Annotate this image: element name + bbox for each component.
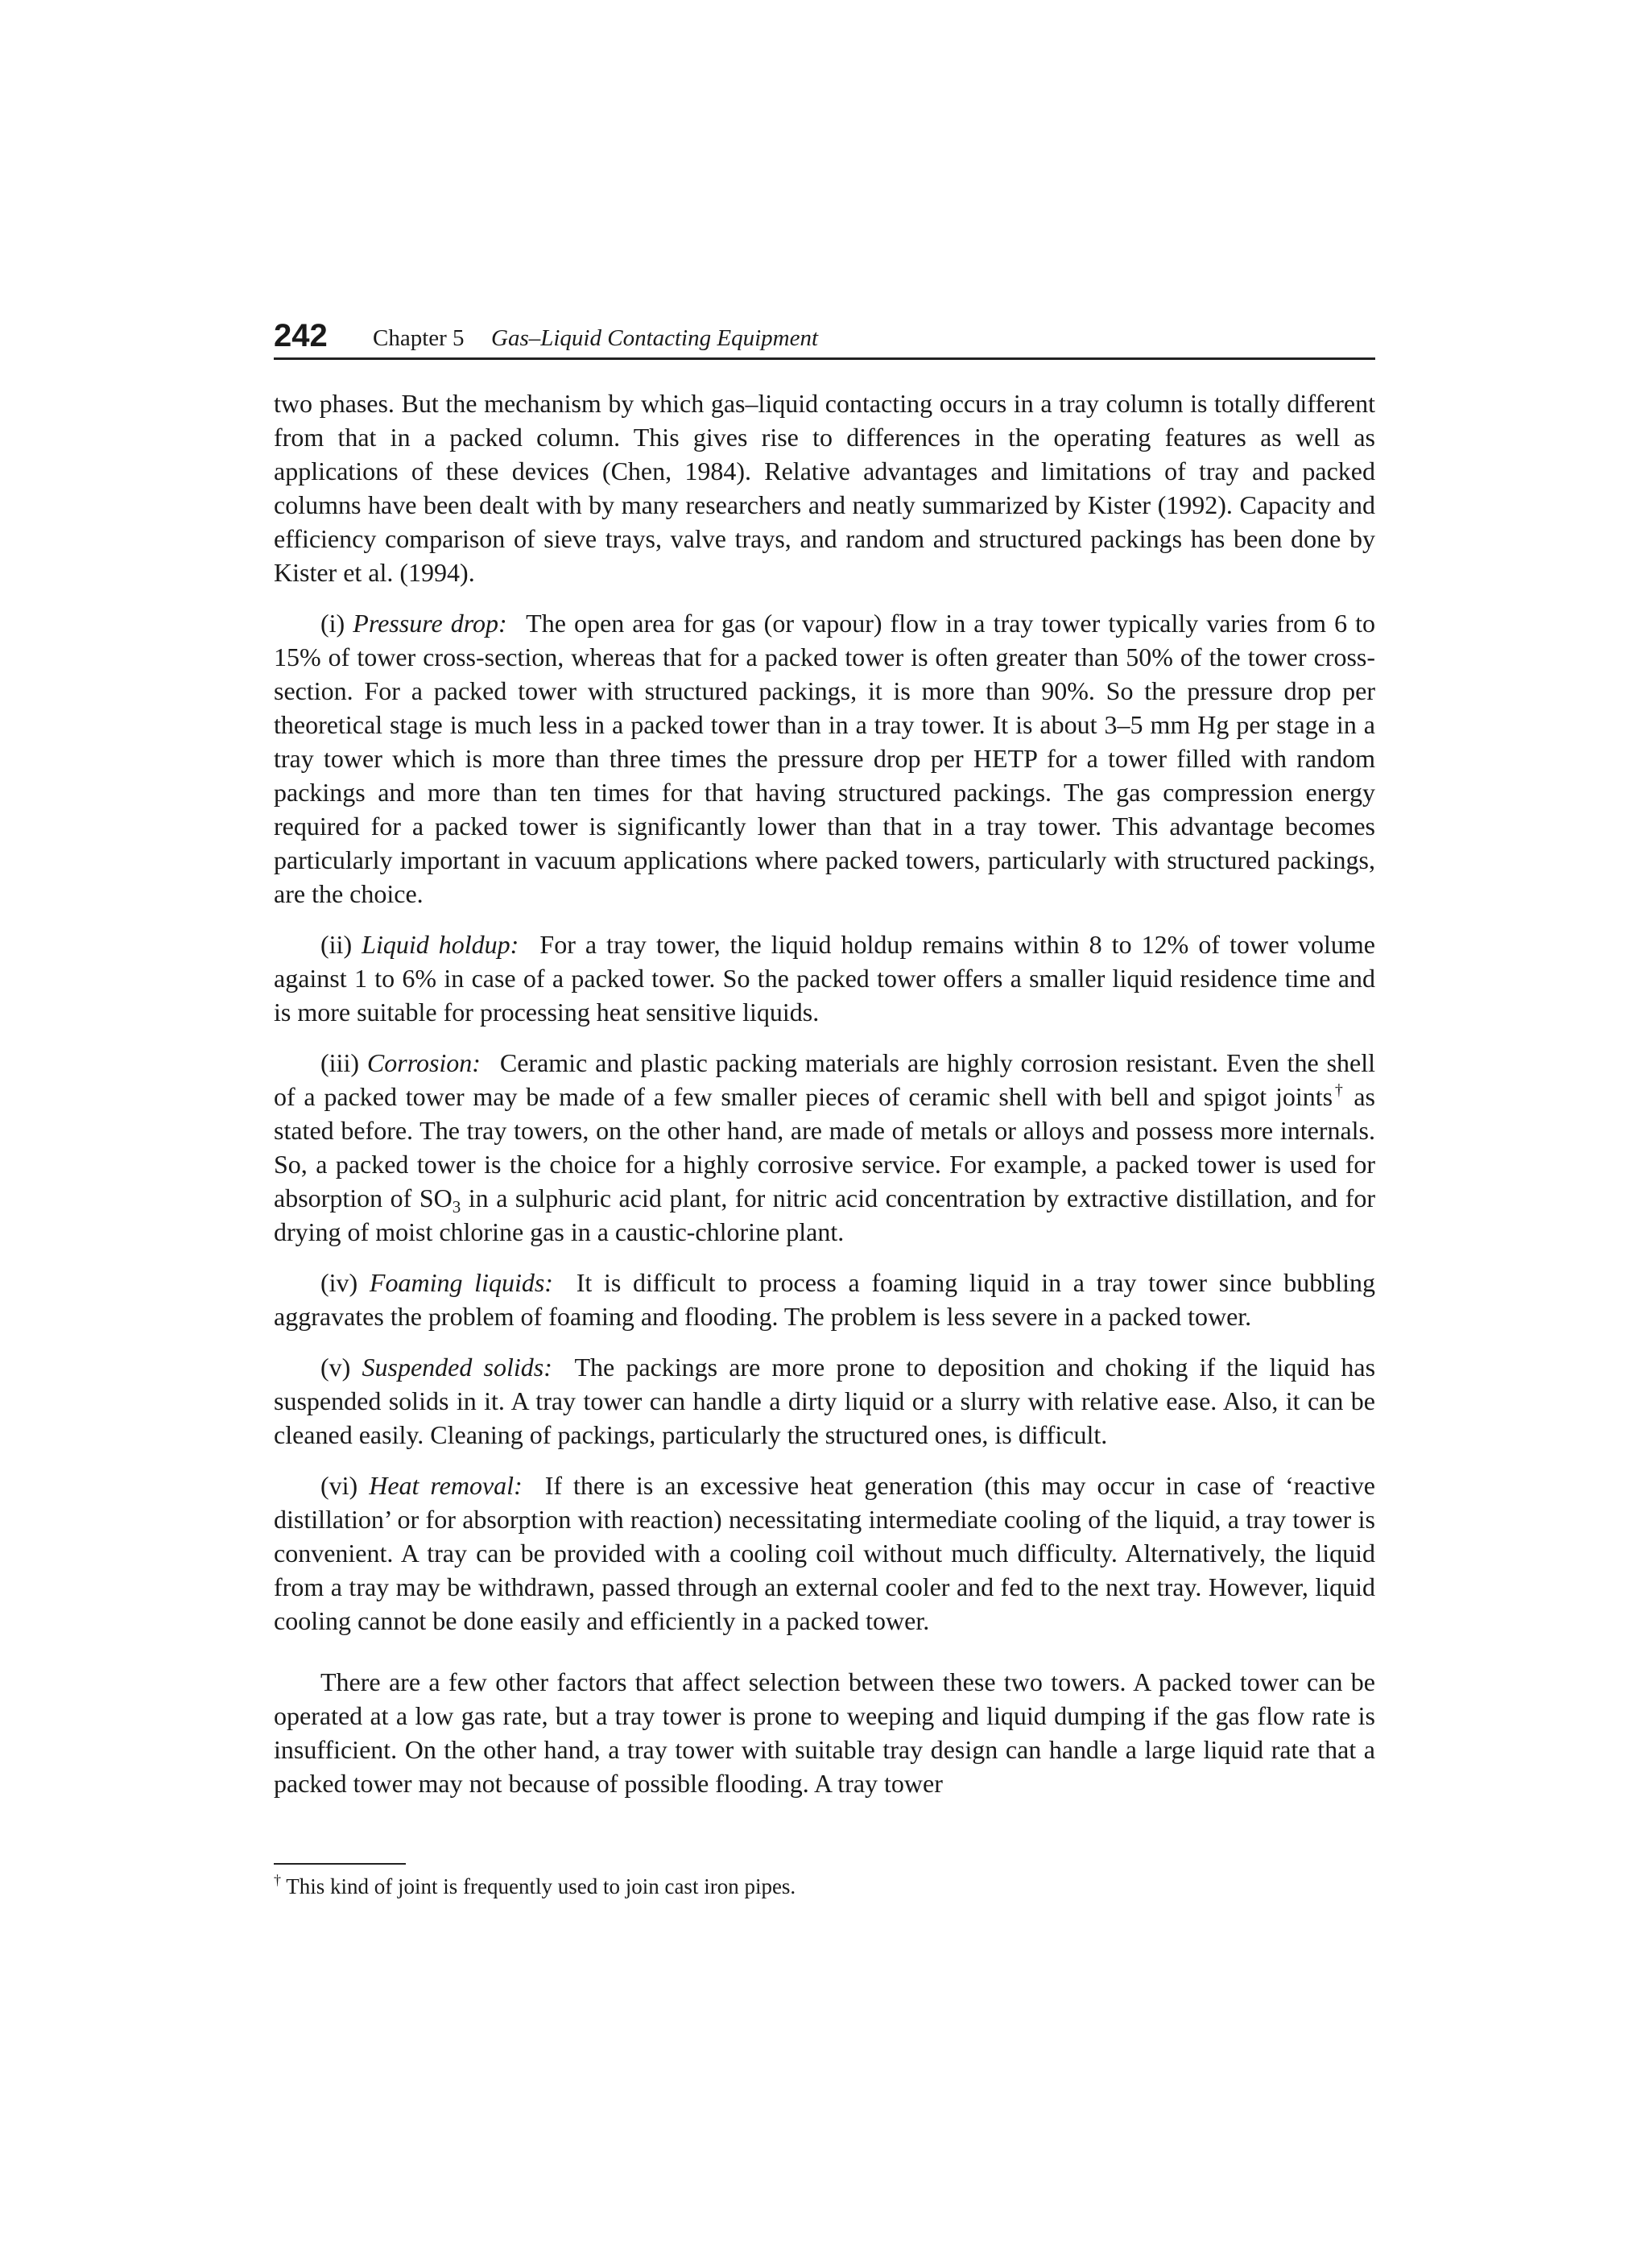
item-term: Corrosion: (366, 1048, 481, 1077)
page-number: 242 (274, 318, 328, 353)
footnote-divider (274, 1863, 406, 1865)
paragraph-liquid-holdup (274, 927, 1375, 1029)
item-text: in a sulphuric acid plant, for nitric acid concentration by extractive distillation, and for drying of moist chlorine gas in a caustic-chlorine plant. (274, 1184, 1376, 1246)
item-term: Suspended solids: (362, 1353, 552, 1382)
item-number: (iv) (320, 1268, 358, 1297)
item-text: For a tray tower, the liquid holdup remains within 8 to 12% of tower volume against 1 to 6% in case of a packed tower. So the packed tower offers a smaller liquid residence time and is more suitable for processing heat sensitive liquids. (274, 930, 1376, 1027)
item-number: (vi) (320, 1471, 358, 1500)
footnote-marker: † (1333, 1081, 1345, 1099)
item-term: Foaming liquids: (369, 1268, 553, 1297)
item-number: (iii) (320, 1048, 359, 1077)
item-term: Liquid holdup: (362, 930, 519, 959)
item-term: Heat removal: (369, 1471, 523, 1500)
footnote-marker: † (274, 1872, 281, 1888)
paragraph-other-factors: There are a few other factors that affect selection between these two towers. A packed tower can be operated at a low gas rate, but a tray tower is prone to weeping and liquid dumping if the gas flow rate is insufficient. On the other hand, a tray tower with suitable tray design can handle a large liquid rate that a packed tower may not because of possible flooding. A tray tower (274, 1667, 1375, 1798)
paragraph-heat-removal (274, 1469, 1375, 1638)
item-text: If there is an excessive heat generation (this may occur in case of ‘reactive distillation’ or for absorption with reaction) necessitating intermediate cooling of the liquid, a tray tower is convenient. A tray can be provided with a cooling coil without much difficulty. Alternatively, the liquid from a tray may be withdrawn, passed through an external cooler and fed to the next tray. However, liquid cooling cannot be done easily and efficiently in a packed tower. (274, 1471, 1376, 1635)
item-text: The open area for gas (or vapour) flow in a tray tower typically varies from 6 to 15% of tower cross-section, whereas that for a packed tower is often greater than 50% of the tower cross-section. For a packed tower with structured packings, it is more than 90%. So the pressure drop per theoretical stage is much less in a packed tower than in a tray tower. It is about 3–5 mm Hg per stage in a tray tower which is more than three times the pressure drop per HETP for a tower filled with random packings and more than ten times for that having structured packings. The gas compression energy required for a packed tower is significantly lower than that in a tray tower. This advantage becomes particularly important in vacuum applications where packed towers, particularly with structured packings, are the choice. (274, 609, 1376, 908)
item-text: The packings are more prone to deposition and choking if the liquid has suspended solids in it. A tray tower can handle a dirty liquid or a slurry with relative ease. Also, it can be cleaned easily. Cleaning of packings, particularly the structured ones, is difficult. (274, 1353, 1376, 1449)
subscript: 3 (452, 1197, 461, 1217)
paragraph-intro: two phases. But the mechanism by which gas–liquid contacting occurs in a tray column is totally different from that in a packed column. This gives rise to differences in the operating features as well as applications of these devices (Chen, 1984). Relative advantages and limitations of tray and packed columns have been dealt with by many researchers and neatly summarized by Kister (1992). Capacity and efficiency comparison of sieve trays, valve trays, and random and structured packings has been done by Kister et al. (1994). (274, 389, 1375, 587)
footnote-text: This kind of joint is frequently used to join cast iron pipes. (281, 1874, 796, 1898)
paragraph-pressure-drop (274, 606, 1375, 911)
body-text (274, 386, 1375, 1817)
item-number: (i) (320, 609, 345, 638)
item-term: Pressure drop: (353, 609, 507, 638)
item-number: (v) (320, 1353, 351, 1382)
paragraph-corrosion (274, 1046, 1375, 1249)
running-header (274, 316, 1375, 360)
item-text: Ceramic and plastic packing materials are highly corrosion resistant. Even the shell of a packed tower may be made of a few smaller pieces of ceramic shell with bell and spigot joints (274, 1048, 1376, 1111)
paragraph-suspended-solids (274, 1350, 1375, 1452)
chapter-label: Chapter 5 (373, 325, 465, 351)
item-number: (ii) (320, 930, 353, 959)
item-text: It is difficult to process a foaming liquid in a tray tower since bubbling aggravates the problem of foaming and flooding. The problem is less severe in a packed tower. (274, 1268, 1376, 1331)
footnote (274, 1873, 1375, 1900)
paragraph-foaming-liquids (274, 1266, 1375, 1333)
item-text: as stated before. The tray towers, on the other hand, are made of metals or alloys and possess more internals. So, a packed tower is the choice for a highly corrosive service. For example, a packed tower is used for absorption of SO (274, 1082, 1376, 1212)
chapter-title: Gas–Liquid Contacting Equipment (491, 325, 818, 351)
